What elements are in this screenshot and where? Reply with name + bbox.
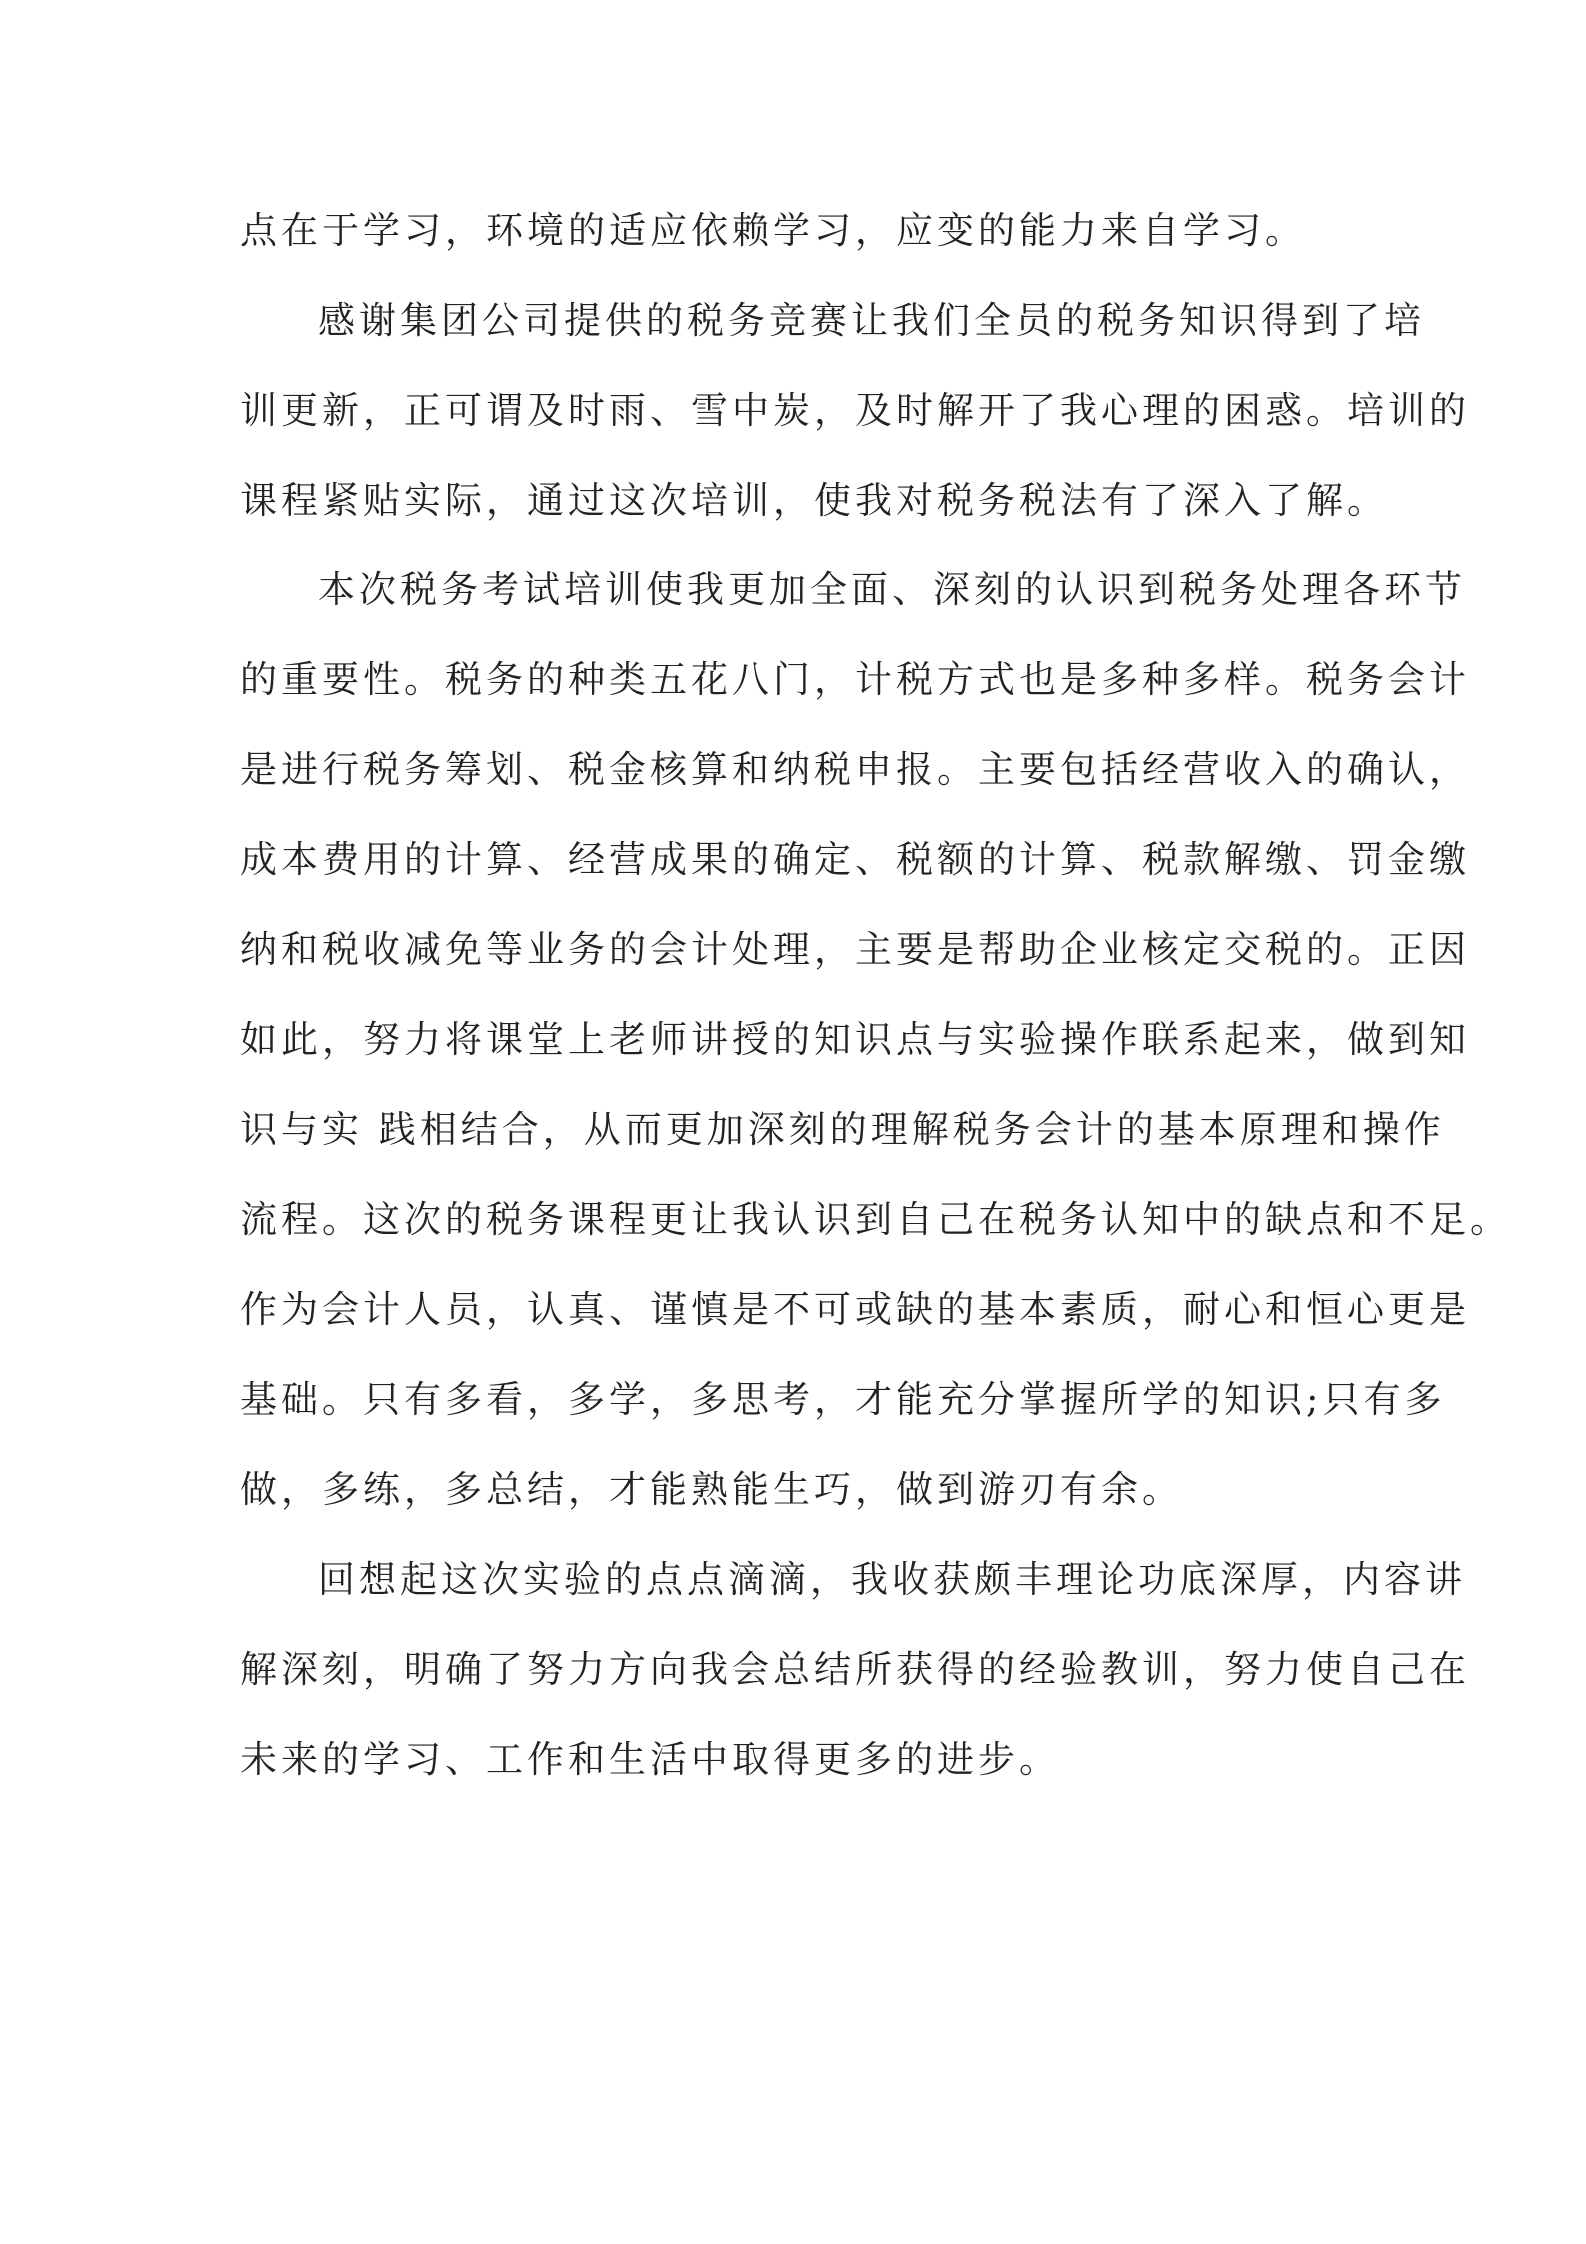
text-line: 做，多练，多总结，才能熟能生巧，做到游刃有余。 [240,1468,1183,1511]
text-line: 点在于学习，环境的适应依赖学习，应变的能力来自学习。 [240,209,1306,252]
text-line: 课程紧贴实际，通过这次培训，使我对税务税法有了深入了解。 [240,479,1388,522]
text-line: 感谢集团公司提供的税务竞赛让我们全员的税务知识得到了培 [318,299,1425,342]
text-line: 解深刻，明确了努力方向我会总结所获得的经验教训，努力使自己在 [240,1648,1470,1691]
text-line: 本次税务考试培训使我更加全面、深刻的认识到税务处理各环节 [318,568,1466,611]
text-line: 如此，努力将课堂上老师讲授的知识点与实验操作联系起来，做到知 [240,1018,1470,1061]
text-line: 的重要性。税务的种类五花八门，计税方式也是多种多样。税务会计 [240,658,1470,701]
text-line: 基础。只有多看，多学，多思考，才能充分掌握所学的知识;只有多 [240,1378,1446,1421]
text-line: 纳和税收减免等业务的会计处理，主要是帮助企业核定交税的。正因 [240,928,1470,971]
text-line: 训更新，正可谓及时雨、雪中炭，及时解开了我心理的困惑。培训的 [240,389,1470,432]
text-line: 识与实 践相结合，从而更加深刻的理解税务会计的基本原理和操作 [240,1108,1445,1151]
text-line: 作为会计人员，认真、谨慎是不可或缺的基本素质，耐心和恒心更是 [240,1288,1470,1331]
text-line: 未来的学习、工作和生活中取得更多的进步。 [240,1738,1060,1781]
text-line: 回想起这次实验的点点滴滴，我收获颇丰理论功底深厚，内容讲 [318,1558,1466,1601]
text-line: 成本费用的计算、经营成果的确定、税额的计算、税款解缴、罚金缴 [240,838,1470,881]
text-line: 流程。这次的税务课程更让我认识到自己在税务认知中的缺点和不足。 [240,1198,1511,1241]
text-line: 是进行税务筹划、税金核算和纳税申报。主要包括经营收入的确认， [240,748,1470,791]
